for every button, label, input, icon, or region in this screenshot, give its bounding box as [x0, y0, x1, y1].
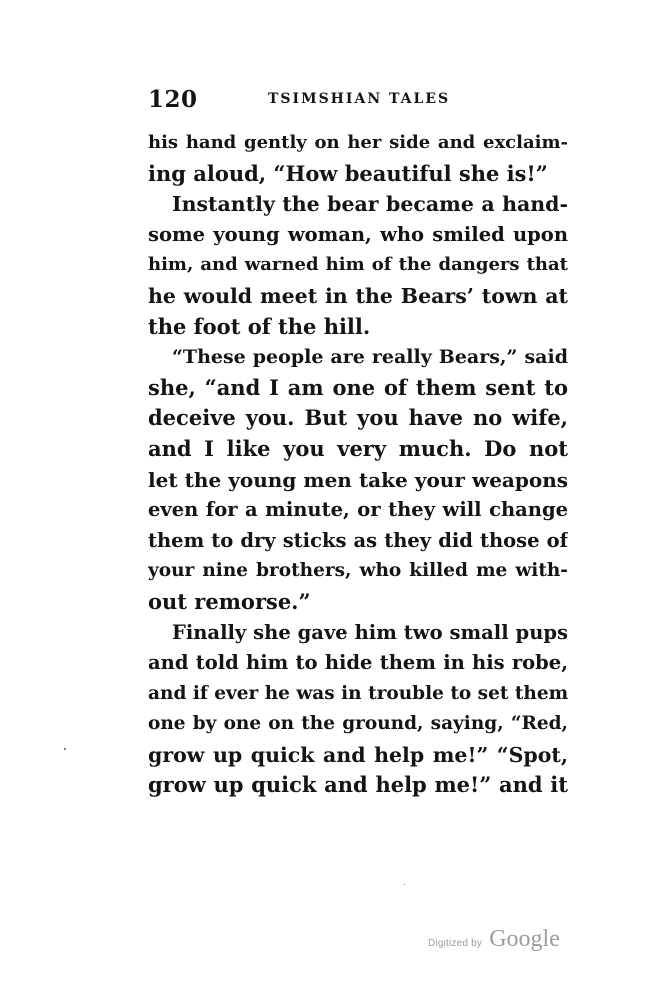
text-line: the foot of the hill.: [148, 313, 371, 339]
text-line: he would meet in the Bears’ town at: [148, 283, 568, 308]
body-text: [148, 128, 568, 801]
page-number: 120: [148, 86, 198, 113]
text-line: grow up quick and help me!” and it: [148, 772, 568, 798]
page-speck: [404, 884, 405, 885]
page-header: [148, 86, 568, 116]
text-line: them to dry sticks as they did those of: [148, 528, 568, 552]
text-line: Instantly the bear became a hand-: [172, 192, 568, 217]
watermark-prefix: Digitized by: [428, 938, 483, 949]
text-line: one by one on the ground, saying, “Red,: [148, 713, 568, 735]
text-line: out remorse.”: [148, 588, 311, 614]
text-line: some young woman, who smiled upon: [148, 222, 568, 246]
text-line: grow up quick and help me!” “Spot,: [148, 742, 568, 767]
text-line: she, “and I am one of them sent to: [148, 374, 568, 400]
running-head: TSIMSHIAN TALES: [268, 91, 451, 107]
page-speck: [64, 748, 66, 750]
text-line: him, and warned him of the dangers that: [148, 254, 568, 276]
text-line: deceive you. But you have no wife,: [148, 405, 568, 431]
text-line: even for a minute, or they will change: [148, 498, 568, 522]
text-line: his hand gently on her side and exclaim-: [148, 132, 568, 153]
text-line: and told him to hide them in his robe,: [148, 651, 568, 675]
text-line: and if ever he was in trouble to set them: [148, 682, 568, 704]
text-line: Finally she gave him two small pups: [172, 620, 568, 644]
text-line: and I like you very much. Do not: [148, 435, 568, 461]
text-line: ing aloud, “How beautiful she is!”: [148, 160, 548, 186]
text-line: your nine brothers, who killed me with-: [148, 560, 568, 582]
text-line: let the young men take your weapons: [148, 467, 568, 492]
digitized-watermark: [428, 926, 560, 953]
text-line: “These people are really Bears,” said: [172, 346, 568, 369]
google-logo: Google: [489, 926, 560, 952]
